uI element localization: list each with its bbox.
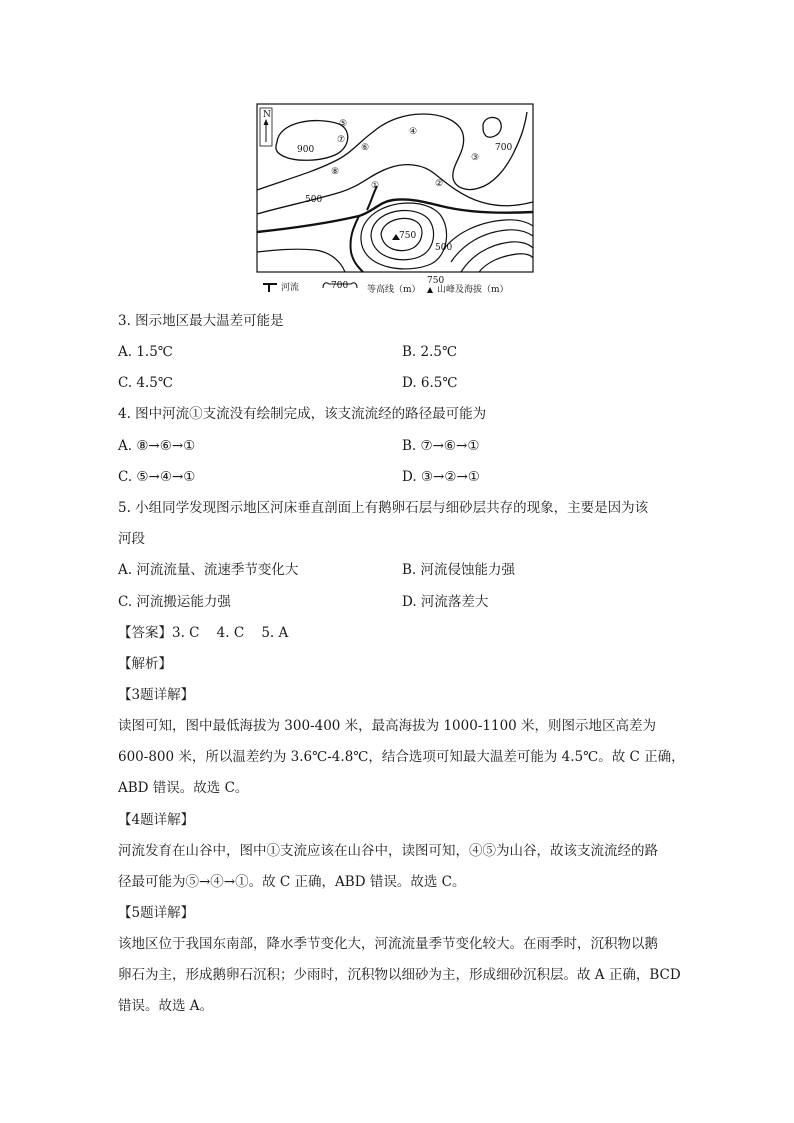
north-arrow-icon: [260, 108, 272, 146]
answer-key: 【答案】3. C 4. C 5. A: [118, 625, 289, 641]
question-5-option-d: D. 河流落差大: [402, 594, 489, 610]
north-label: N: [263, 110, 271, 120]
marker-6: ⑥: [361, 143, 370, 153]
contour-map: [255, 102, 535, 298]
elevation-500-left: 500: [305, 195, 323, 205]
contour-500-upper: [257, 165, 533, 214]
legend-contour-value: 700: [331, 281, 349, 291]
contour-right-4: [479, 254, 533, 272]
q4-detail-line-2: 径最可能为⑤→④→①。故 C 正确，ABD 错误。故选 C。: [118, 874, 466, 890]
question-3-option-c: C. 4.5℃: [118, 375, 174, 391]
contour-map-figure: [255, 102, 535, 298]
question-5-option-b: B. 河流侵蚀能力强: [402, 562, 516, 578]
marker-7: ⑦: [337, 135, 346, 145]
contour-left-lower: [257, 249, 345, 272]
marker-1: ①: [371, 181, 380, 191]
question-5-option-c: C. 河流搬运能力强: [118, 594, 231, 610]
legend-river-icon: [263, 284, 277, 292]
question-4-option-b: B. ⑦→⑥→①: [402, 438, 480, 454]
question-5-stem-line-1: 5. 小组同学发现图示地区河床垂直剖面上有鹅卵石层与细砂层共存的现象，主要是因为该: [118, 500, 649, 516]
elevation-500-right: 500: [435, 243, 453, 253]
q4-detail-title: 【4题详解】: [118, 812, 195, 828]
question-4-stem: 4. 图中河流①支流没有绘制完成，该支流流经的路径最可能为: [118, 406, 487, 422]
legend-river-label: 河流: [281, 283, 300, 293]
contour-right-1: [443, 220, 533, 250]
marker-2: ②: [435, 179, 444, 189]
marker-5: ⑤: [339, 119, 348, 129]
q3-detail-title: 【3题详解】: [118, 687, 195, 703]
marker-3: ③: [471, 153, 480, 163]
legend-contour-label: 等高线（m）: [367, 285, 421, 295]
question-3-option-b: B. 2.5℃: [402, 344, 458, 360]
question-4-option-d: D. ③→②→①: [402, 469, 480, 485]
q5-detail-line-2: 卵石为主，形成鹅卵石沉积；少雨时，沉积物以细砂为主，形成细砂沉积层。故 A 正确，BCD: [118, 967, 681, 983]
q4-detail-line-1: 河流发育在山谷中，图中①支流应该在山谷中，读图可知，④⑤为山谷，故该支流流经的路: [118, 843, 658, 859]
question-5-stem-line-2: 河段: [118, 531, 145, 547]
question-3-option-d: D. 6.5℃: [402, 375, 458, 391]
legend-peak-label: 山峰及海拔（m）: [437, 285, 509, 295]
q3-detail-line-2: 600-800 米，所以温差约为 3.6℃-4.8℃，结合选项可知最大温差可能为 4.5℃。故 C 正确，: [118, 749, 685, 765]
legend-peak-icon: [427, 287, 433, 293]
question-5-option-a: A. 河流流量、流速季节变化大: [118, 562, 299, 578]
elevation-peak: 750: [399, 231, 417, 241]
marker-4: ④: [409, 127, 418, 137]
contour-right-3: [461, 242, 533, 272]
marker-8: ⑧: [331, 167, 340, 177]
question-3-stem: 3. 图示地区最大温差可能是: [118, 313, 284, 329]
question-4-option-a: A. ⑧→⑥→①: [118, 438, 196, 454]
q5-detail-title: 【5题详解】: [118, 905, 195, 921]
q3-detail-line-1: 读图可知，图中最低海拔为 300-400 米，最高海拔为 1000-1100 米，则图示地区高差为: [118, 718, 657, 734]
map-legend: [263, 276, 509, 295]
q5-detail-line-3: 错误。故选 A。: [118, 998, 214, 1014]
elevation-700: 700: [495, 143, 513, 153]
q5-detail-line-1: 该地区位于我国东南部，降水季节变化大，河流流量季节变化较大。在雨季时，沉积物以鹅: [118, 936, 658, 952]
q3-detail-line-3: ABD 错误。故选 C。: [118, 780, 249, 796]
analysis-title: 【解析】: [118, 656, 172, 672]
question-4-option-c: C. ⑤→④→①: [118, 469, 196, 485]
legend-peak-value: 750: [427, 276, 445, 286]
contour-700-hill: [483, 117, 501, 137]
question-3-option-a: A. 1.5℃: [118, 344, 173, 360]
elevation-900: 900: [297, 145, 315, 155]
